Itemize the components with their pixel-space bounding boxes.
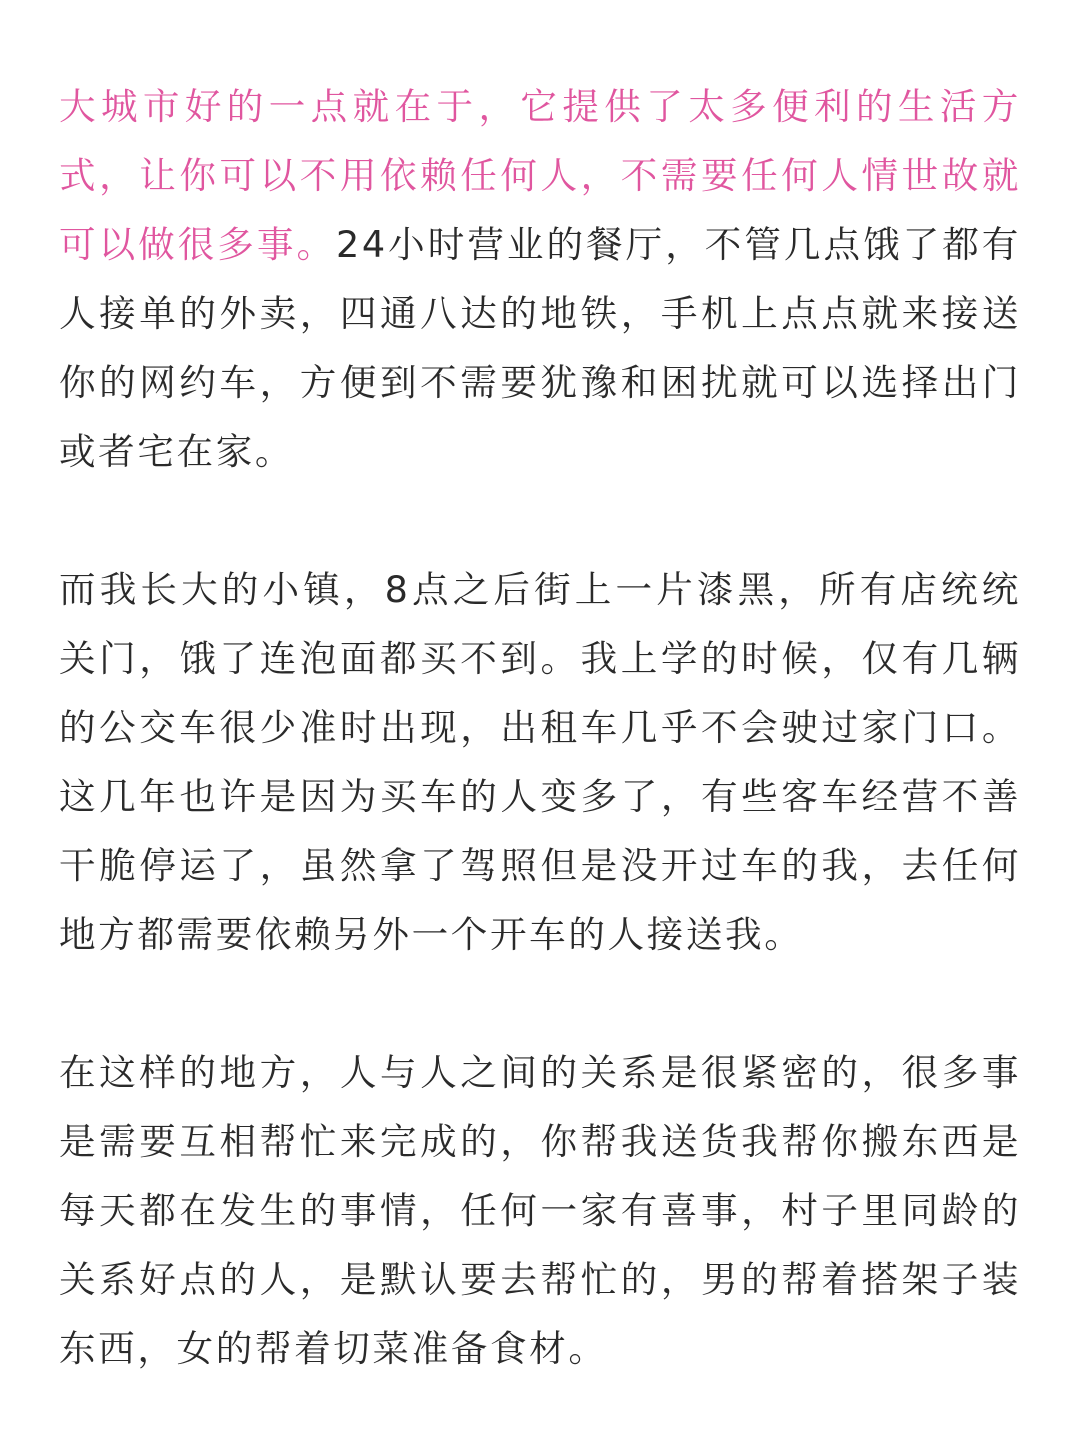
paragraph-2 bbox=[59, 555, 1021, 969]
paragraph-3 bbox=[59, 1038, 1021, 1383]
paragraph-1 bbox=[59, 72, 1021, 486]
article-body bbox=[59, 72, 1021, 1383]
highlighted-sentence: 大城市好的一点就在于，它提供了太多便利的生活方式，让你可以不用依赖任何人，不需要任何人情世故就可以做很多事。 bbox=[59, 85, 1021, 266]
paragraph-1-text: 24小时营业的餐厅，不管几点饿了都有人接单的外卖，四通八达的地铁，手机上点点就来接送你的网约车，方便到不需要犹豫和困扰就可以选择出门或者宅在家。 bbox=[59, 223, 1021, 473]
paragraph-3-text: 在这样的地方，人与人之间的关系是很紧密的，很多事是需要互相帮忙来完成的，你帮我送货我帮你搬东西是每天都在发生的事情，任何一家有喜事，村子里同龄的关系好点的人，是默认要去帮忙的，男的帮着搭架子装东西，女的帮着切菜准备食材。 bbox=[59, 1051, 1021, 1370]
paragraph-2-text: 而我长大的小镇，8点之后街上一片漆黑，所有店统统关门，饿了连泡面都买不到。我上学的时候，仅有几辆的公交车很少准时出现，出租车几乎不会驶过家门口。这几年也许是因为买车的人变多了，有些客车经营不善干脆停运了，虽然拿了驾照但是没开过车的我，去任何地方都需要依赖另外一个开车的人接送我。 bbox=[59, 568, 1021, 956]
